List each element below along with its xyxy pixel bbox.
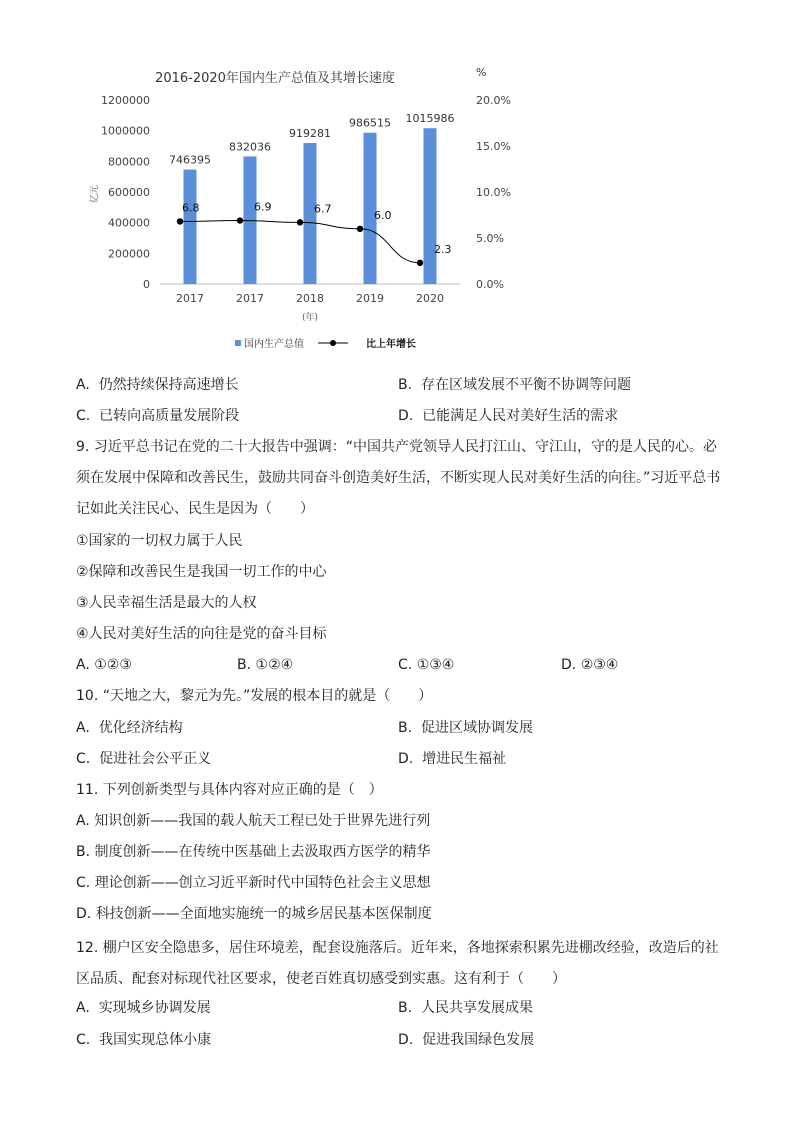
option-letter: C. <box>76 408 91 424</box>
option-letter: B. <box>398 377 413 393</box>
q9-item-2: ②保障和改善民生是我国一切工作的中心 <box>76 564 327 580</box>
x-axis-label: (年) <box>301 313 319 323</box>
growth-point <box>177 218 183 224</box>
option-text: ②③④ <box>580 657 619 673</box>
q10-option-b[interactable] <box>398 718 533 738</box>
q10-option-c[interactable] <box>76 749 211 769</box>
y-ticks <box>101 94 150 291</box>
growth-point <box>297 219 303 225</box>
gdp-bar <box>424 128 437 284</box>
y-tick-label: 600000 <box>108 186 150 199</box>
x-tick-label: 2018 <box>296 292 324 305</box>
option-text: 优化经济结构 <box>98 720 183 736</box>
option-text: 理论创新——创立习近平新时代中国特色社会主义思想 <box>94 875 431 891</box>
y-axis-label: 亿元 <box>90 184 100 204</box>
y2-tick-label: 5.0% <box>476 232 504 245</box>
q10-option-a[interactable] <box>76 718 183 738</box>
q9-option-b[interactable] <box>237 655 293 675</box>
x-tick-label: 2019 <box>356 292 384 305</box>
q10-option-d[interactable] <box>398 749 506 769</box>
q8-option-b[interactable] <box>398 375 631 395</box>
q11-option-b[interactable] <box>76 842 431 862</box>
option-letter: D. <box>398 1032 414 1048</box>
legend <box>235 337 416 350</box>
growth-point <box>237 217 243 223</box>
y-tick-label: 0 <box>143 278 150 291</box>
option-letter: C. <box>76 751 91 767</box>
option-text: ①③④ <box>416 657 455 673</box>
x-tick-label: 2017 <box>176 292 204 305</box>
gdp-bar-value-label: 919281 <box>289 127 331 141</box>
growth-value-label: 6.9 <box>254 200 272 214</box>
q9-item-3: ③人民幸福生活是最大的人权 <box>76 595 257 611</box>
q8-option-d[interactable] <box>398 406 618 426</box>
option-text: 科技创新——全面地实施统一的城乡居民基本医保制度 <box>95 906 432 922</box>
option-letter: C. <box>398 657 413 673</box>
gdp-bar-value-label: 1015986 <box>405 112 455 126</box>
gdp-chart-svg <box>80 60 540 360</box>
option-letter: D. <box>76 906 92 922</box>
q11-option-c[interactable] <box>76 873 431 893</box>
q12-option-a[interactable] <box>76 998 211 1018</box>
option-letter: C. <box>76 1032 91 1048</box>
option-letter: A. <box>76 657 90 673</box>
x-tick-label: 2017 <box>236 292 264 305</box>
option-text: 实现城乡协调发展 <box>98 1000 211 1016</box>
gdp-bar-value-label: 832036 <box>229 140 271 154</box>
gdp-bar-value-label: 746395 <box>169 153 211 167</box>
y-tick-label: 1000000 <box>101 124 150 138</box>
option-text: 人民共享发展成果 <box>420 1000 533 1016</box>
y-tick-label: 200000 <box>108 247 150 261</box>
q9-option-d[interactable] <box>561 655 618 675</box>
y-tick-label: 800000 <box>108 155 150 169</box>
gdp-bar <box>184 170 197 284</box>
y2-ticks <box>476 94 511 291</box>
option-text: 知识创新——我国的载人航天工程已处于世界先进行列 <box>94 813 431 829</box>
growth-point <box>357 226 363 232</box>
q11-option-d[interactable] <box>76 904 432 924</box>
option-text: 促进社会公平正义 <box>99 751 212 767</box>
y-tick-label: 1200000 <box>101 94 150 107</box>
q11-stem: 11. 下列创新类型与具体内容对应正确的是（ ） <box>76 782 383 798</box>
option-letter: A. <box>76 813 90 829</box>
q9-option-a[interactable] <box>76 655 132 675</box>
option-letter: B. <box>398 720 413 736</box>
bars <box>184 128 437 284</box>
growth-value-label: 6.7 <box>314 202 332 216</box>
growth-line-path <box>180 221 420 263</box>
option-text: 仍然持续保持高速增长 <box>98 377 239 393</box>
option-text: 制度创新——在传统中医基础上去汲取西方医学的精华 <box>94 844 431 860</box>
q12-stem: 12. 棚户区安全隐患多，居住环境差，配套设施落后。近年来，各地探索积累先进棚改经验，改造后的社区品质、配套对标现代社区要求，使老百姓真切感受到实惠。这有利于（ ） <box>76 940 719 987</box>
q12-option-b[interactable] <box>398 998 533 1018</box>
q12-option-d[interactable] <box>398 1030 534 1050</box>
x-ticks <box>176 292 444 305</box>
gdp-chart <box>80 60 540 360</box>
q8-option-a[interactable] <box>76 375 239 395</box>
option-letter: A. <box>76 1000 90 1016</box>
growth-point <box>417 260 423 266</box>
legend-line-marker <box>330 340 336 346</box>
option-letter: C. <box>76 875 91 891</box>
option-letter: B. <box>76 844 91 860</box>
gdp-bar-value-label: 986515 <box>349 116 391 130</box>
growth-value-label: 6.0 <box>374 208 392 222</box>
option-letter: D. <box>398 751 414 767</box>
q12-option-c[interactable] <box>76 1030 211 1050</box>
option-letter: D. <box>398 408 414 424</box>
option-text: 促进我国绿色发展 <box>422 1032 535 1048</box>
q10-stem: 10. “天地之大，黎元为先。”发展的根本目的就是（ ） <box>76 688 433 704</box>
q9-item-4: ④人民对美好生活的向往是党的奋斗目标 <box>76 626 327 642</box>
option-letter: A. <box>76 720 90 736</box>
y2-tick-label: 0.0% <box>476 278 504 291</box>
option-text: 促进区域协调发展 <box>420 720 533 736</box>
option-letter: B. <box>237 657 252 673</box>
y-tick-label: 400000 <box>108 216 150 230</box>
option-text: 已转向高质量发展阶段 <box>99 408 240 424</box>
option-text: 增进民生福祉 <box>422 751 507 767</box>
q11-option-a[interactable] <box>76 811 430 831</box>
option-letter: A. <box>76 377 90 393</box>
q9-item-1: ①国家的一切权力属于人民 <box>76 533 243 549</box>
q9-stem: 9. 习近平总书记在党的二十大报告中强调：“中国共产党领导人民打江山、守江山，守的是人民的心。必须在发展中保障和改善民生，鼓励共同奋斗创造美好生活，不断实现人民对美好生活的向往。”习近平总书记如此关注民心、民生是因为（ ） <box>76 439 721 517</box>
option-text: ①②④ <box>255 657 294 673</box>
y2-unit-label: % <box>476 66 487 79</box>
option-text: 已能满足人民对美好生活的需求 <box>422 408 619 424</box>
chart-title: 2016-2020年国内生产总值及其增长速度 <box>155 71 395 86</box>
option-text: 我国实现总体小康 <box>99 1032 212 1048</box>
option-text: 存在区域发展不平衡不协调等问题 <box>420 377 631 393</box>
growth-value-label: 2.3 <box>434 242 452 256</box>
legend-bar-swatch <box>235 340 241 346</box>
option-text: ①②③ <box>94 657 132 673</box>
y2-tick-label: 10.0% <box>476 186 511 199</box>
y2-tick-label: 20.0% <box>476 94 511 107</box>
q9-option-c[interactable] <box>398 655 454 675</box>
option-letter: B. <box>398 1000 413 1016</box>
legend-bar-label: 国内生产总值 <box>244 339 304 350</box>
x-tick-label: 2020 <box>416 292 444 305</box>
q8-option-c[interactable] <box>76 406 239 426</box>
growth-value-label: 6.8 <box>182 201 200 215</box>
y2-tick-label: 15.0% <box>476 140 511 153</box>
legend-line-label: 比上年增长 <box>366 339 416 350</box>
option-letter: D. <box>561 657 577 673</box>
